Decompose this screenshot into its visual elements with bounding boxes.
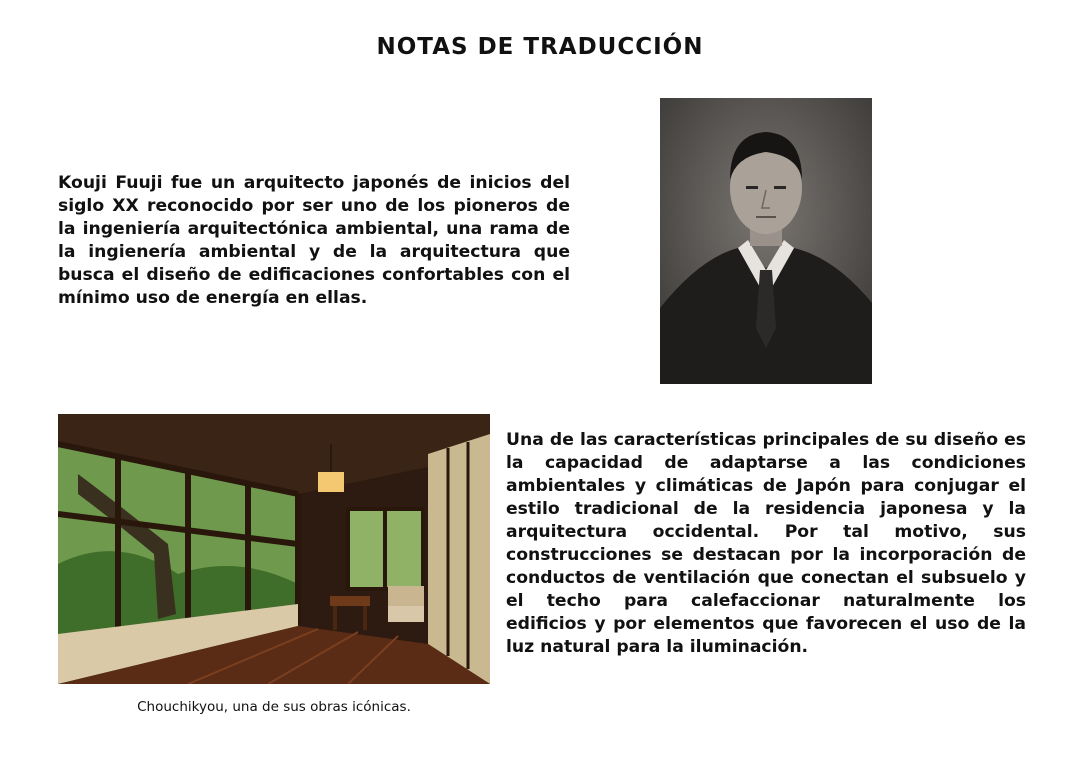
portrait-photo (660, 98, 872, 384)
photo-caption: Chouchikyou, una de sus obras icónicas. (137, 699, 411, 715)
chouchikyou-interior-photo (58, 414, 490, 684)
intro-paragraph: Kouji Fuuji fue un arquitecto japonés de inicios del siglo XX reconocido por ser uno de los pioneros de la ingeniería arquitectónica ambiental, una rama de la ingienería ambiental y de la arquitectura que busca el diseño de edificaciones confortables con el mínimo uso de energía en ellas. (58, 173, 570, 308)
design-paragraph: Una de las características principales de su diseño es la capacidad de adaptarse a las condiciones ambientales y climáticas de Japón para conjugar el estilo tradicional de la residencia japonesa y la arquitectura occidental. Por tal motivo, sus construcciones se destacan por la incorporación de conductos de ventilación que conectan el subsuelo y el techo para calefaccionar naturalmente los edificios y por elementos que favorecen el uso de la luz natural para la iluminación. (506, 430, 1026, 657)
page-title: NOTAS DE TRADUCCIÓN (376, 34, 704, 60)
